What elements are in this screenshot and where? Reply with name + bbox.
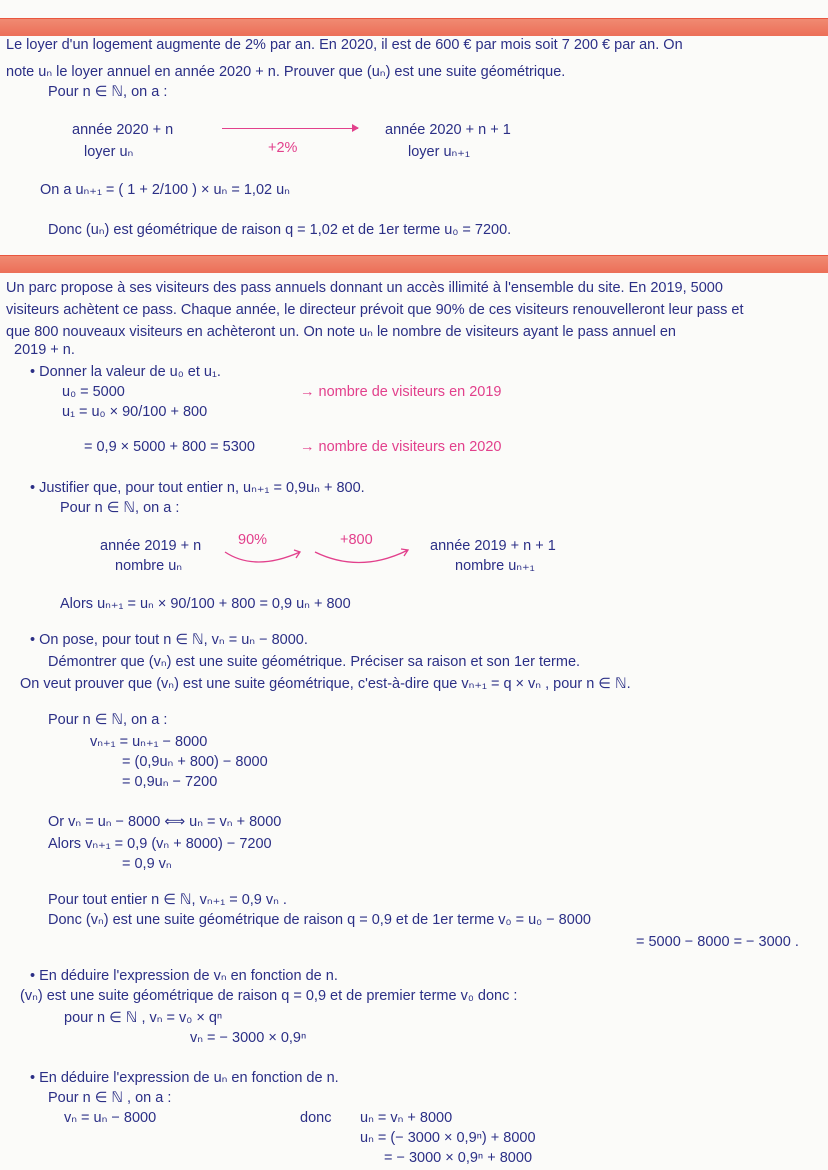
q3-intro: Pour n ∈ ℕ, on a : <box>48 712 168 728</box>
q5-intro: Pour n ∈ ℕ , on a : <box>48 1090 172 1106</box>
q2-intro: Pour n ∈ ℕ, on a : <box>60 500 180 516</box>
q2-arrow-label: +800 <box>340 532 373 548</box>
ex2-statement-line: que 800 nouveaux visiteurs en achèteront un. On note uₙ le nombre de visiteurs ayant le pass annuel en <box>6 324 676 340</box>
q2-result: Alors uₙ₊₁ = uₙ × 90/100 + 800 = 0,9 uₙ + 800 <box>60 596 351 612</box>
ex1-statement-line: Le loyer d'un logement augmente de 2% par an. En 2020, il est de 600 € par mois soit 7 200 € par an. On <box>6 37 683 53</box>
ex1-left-top: année 2020 + n <box>72 122 174 138</box>
q3-title: • On pose, pour tout n ∈ ℕ, vₙ = uₙ − 8000. <box>30 632 308 648</box>
ex2-statement-line: 2019 + n. <box>14 342 75 358</box>
ex1-statement-line: note uₙ le loyer annuel en année 2020 + n. Prouver que (uₙ) est une suite géométrique. <box>6 64 566 80</box>
q1-note: → nombre de visiteurs en 2019 <box>300 384 502 400</box>
q5-line: = − 3000 × 0,9ⁿ + 8000 <box>384 1150 533 1166</box>
q5-line: vₙ = uₙ − 8000 <box>64 1110 157 1126</box>
q1-line: = 0,9 × 5000 + 800 = 5300 <box>84 439 255 455</box>
ex1-conclusion: Donc (uₙ) est géométrique de raison q = 1,02 et de 1er terme u₀ = 7200. <box>48 222 512 238</box>
section-divider <box>0 255 828 273</box>
q2-right-bottom: nombre uₙ₊₁ <box>455 558 535 574</box>
ex1-intro: Pour n ∈ ℕ, on a : <box>48 84 168 100</box>
q1-line: u₁ = u₀ × 90/100 + 800 <box>62 404 208 420</box>
q4-line: pour n ∈ ℕ , vₙ = v₀ × qⁿ <box>64 1010 223 1026</box>
q2-right-top: année 2019 + n + 1 <box>430 538 556 554</box>
q3-conclusion: Pour tout entier n ∈ ℕ, vₙ₊₁ = 0,9 vₙ . <box>48 892 287 908</box>
ex1-right-bottom: loyer uₙ₊₁ <box>408 144 470 160</box>
q3-goal: On veut prouver que (vₙ) est une suite géométrique, c'est-à-dire que vₙ₊₁ = q × vₙ , pour n ∈ ℕ. <box>20 676 631 692</box>
curved-arrows-icon <box>220 540 420 570</box>
q3-step: = 0,9uₙ − 7200 <box>122 774 218 790</box>
q5-line: uₙ = vₙ + 8000 <box>360 1110 453 1126</box>
ex1-formula: On a uₙ₊₁ = ( 1 + 2/100 ) × uₙ = 1,02 uₙ <box>40 182 290 198</box>
q3-step: = (0,9uₙ + 800) − 8000 <box>122 754 268 770</box>
q3-alors: Alors vₙ₊₁ = 0,9 (vₙ + 8000) − 7200 <box>48 836 272 852</box>
q4-line: (vₙ) est une suite géométrique de raison q = 0,9 et de premier terme v₀ donc : <box>20 988 518 1004</box>
q5-line: uₙ = (− 3000 × 0,9ⁿ) + 8000 <box>360 1130 536 1146</box>
ex2-statement-line: Un parc propose à ses visiteurs des pass annuels donnant un accès illimité à l'ensemble du site. En 2019, 5000 <box>6 280 723 296</box>
q1-note: → nombre de visiteurs en 2020 <box>300 439 502 455</box>
q3-step: = 0,9 vₙ <box>122 856 172 872</box>
q2-arrow-label: 90% <box>238 532 268 548</box>
q3-conclusion: = 5000 − 8000 = − 3000 . <box>636 934 799 950</box>
q3-sub: Démontrer que (vₙ) est une suite géométrique. Préciser sa raison et son 1er terme. <box>48 654 581 670</box>
q3-step: vₙ₊₁ = uₙ₊₁ − 8000 <box>90 734 208 750</box>
section-divider <box>0 18 828 36</box>
ex2-statement-line: visiteurs achètent ce pass. Chaque année, le directeur prévoit que 90% de ces visiteurs renouvelleront leur pass et <box>6 302 744 318</box>
ex1-right-top: année 2020 + n + 1 <box>385 122 511 138</box>
q5-title: • En déduire l'expression de uₙ en fonction de n. <box>30 1070 339 1086</box>
q4-line: vₙ = − 3000 × 0,9ⁿ <box>190 1030 307 1046</box>
arrow-icon <box>222 128 358 129</box>
q3-conclusion: Donc (vₙ) est une suite géométrique de raison q = 0,9 et de 1er terme v₀ = u₀ − 8000 <box>48 912 591 928</box>
ex1-arrow-label: +2% <box>268 140 298 156</box>
ex1-left-bottom: loyer uₙ <box>84 144 134 160</box>
q1-line: u₀ = 5000 <box>62 384 125 400</box>
q3-or: Or vₙ = uₙ − 8000 ⟺ uₙ = vₙ + 8000 <box>48 814 282 830</box>
q1-title: • Donner la valeur de u₀ et u₁. <box>30 364 221 380</box>
q2-left-top: année 2019 + n <box>100 538 202 554</box>
q2-left-bottom: nombre uₙ <box>115 558 183 574</box>
q4-title: • En déduire l'expression de vₙ en fonction de n. <box>30 968 338 984</box>
q5-donc: donc <box>300 1110 332 1126</box>
q2-title: • Justifier que, pour tout entier n, uₙ₊₁ = 0,9uₙ + 800. <box>30 480 365 496</box>
